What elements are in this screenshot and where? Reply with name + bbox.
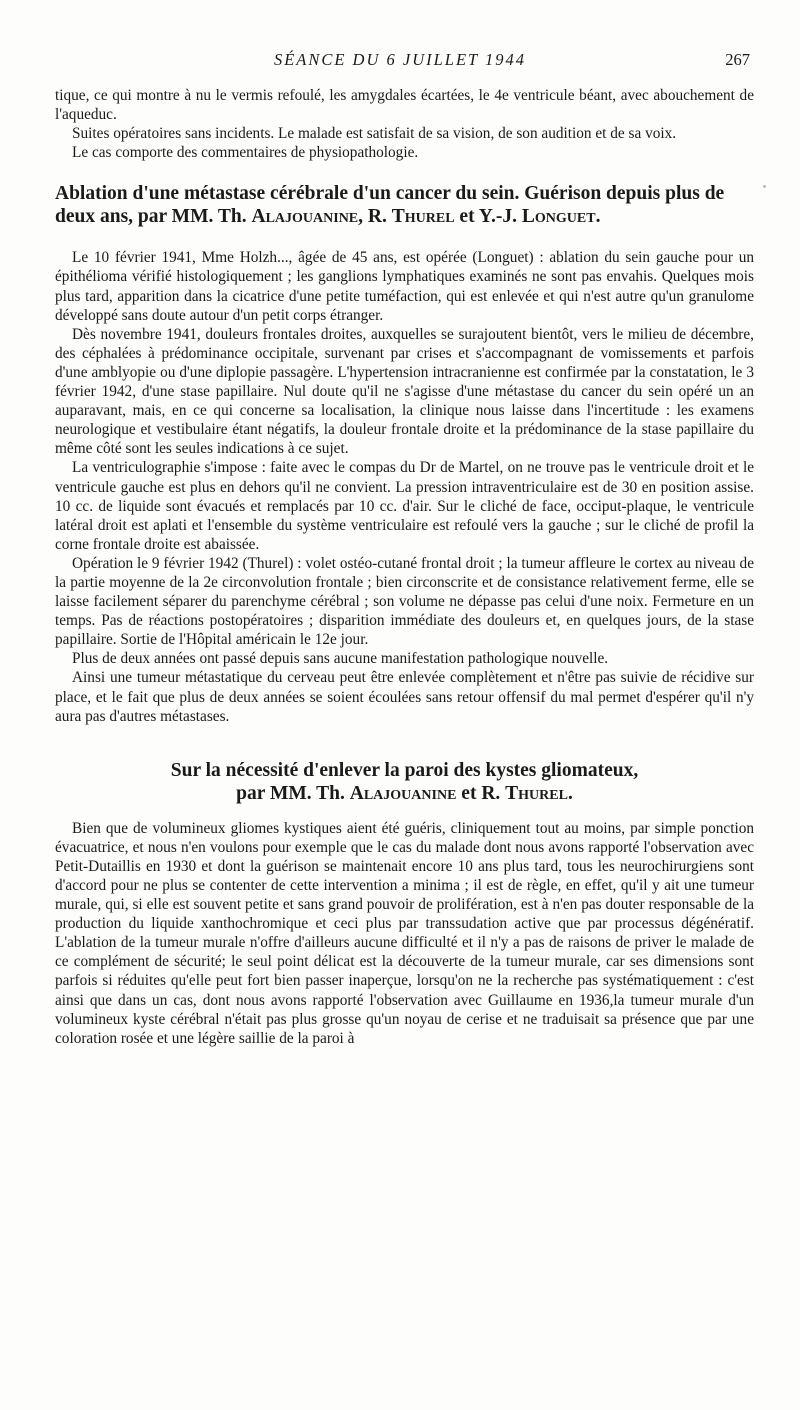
article1-paragraph: Ainsi une tumeur métastatique du cerveau peut être enlevée complètement et n'être pas suivie de récidive sur place, et le fait que plus de deux années se soient écoulées sans retour offensif du mal permet d'espérer qu'il n'y aura pas d'autres métastases. bbox=[55, 669, 754, 725]
article2-title: Sur la nécessité d'enlever la paroi des kystes gliomateux, bbox=[170, 759, 639, 781]
page-body bbox=[55, 86, 754, 1048]
article1-sep: et Y.-J. bbox=[454, 205, 522, 227]
page-number: 267 bbox=[725, 50, 750, 69]
article1-authors-prefix: par MM. Th. bbox=[133, 205, 252, 227]
article2-author: Alajouanine bbox=[349, 782, 457, 804]
article1-author: Alajouanine bbox=[251, 205, 359, 227]
article1-paragraph: Dès novembre 1941, douleurs frontales droites, auxquelles se surajoutent bientôt, vers le milieu de décembre, des céphalées à prédominance occipitale, survenant par crises et s'accompagnant de vomissements et parfois d'une amblyopie ou d'une diplopie passagère. L'hypertension intracranienne est confirmée par la constatation, le 3 février 1942, d'une stase papillaire. Nul doute qu'il ne s'agisse d'une métastase du cancer du sein opéré un an auparavant, mais, en ce qui concerne sa localisation, la clinique nous laisse dans l'incertitude : les examens neurologique et vestibulaire étant négatifs, la douleur frontale droite et la prédominance de la stase papillaire du même côté sont les seules indications à ce sujet. bbox=[55, 325, 754, 458]
intro-paragraph: Suites opératoires sans incidents. Le malade est satisfait de sa vision, de son audition et de sa voix. bbox=[72, 125, 677, 143]
article1-end: . bbox=[595, 205, 601, 227]
continued-paragraph: tique, ce qui montre à nu le vermis refoulé, les amygdales écartées, le 4e ventricule béant, avec abouchement de l'aqueduc. bbox=[55, 87, 754, 124]
article1-paragraph: Le 10 février 1941, Mme Holzh..., âgée de 45 ans, est opérée (Longuet) : ablation du sein gauche pour un épithélioma vérifié histologiquement ; les ganglions lymphatiques examinés ne sont pas envahis. Quelques mois plus tard, apparition dans la cicatrice d'une petite tuméfaction, qui est enlevée et qui n'est autre qu'un granulome développé sans doute autour d'un petit corps étranger. bbox=[55, 249, 754, 324]
article1-paragraph: Opération le 9 février 1942 (Thurel) : volet ostéo-cutané frontal droit ; la tumeur affleure le cortex au niveau de la partie moyenne de la 2e circonvolution frontale ; bien circonscrite et de consistance relativement ferme, elle se laisse facilement séparer du parenchyme cérébral ; son volume ne dépasse pas celui d'une noix. Fermeture en un temps. Pas de réactions postopératoires ; disparition immédiate des douleurs et, en quelques jours, de la stase papillaire. Sortie de l'Hôpital américain le 12e jour. bbox=[55, 554, 754, 649]
article1-heading bbox=[55, 183, 754, 228]
article2-sep: et R. bbox=[456, 782, 506, 804]
article1-title: Ablation d'une métastase cérébrale d'un cancer du sein. Guérison depuis plus de deux ans, bbox=[55, 183, 725, 227]
article2-author: Thurel bbox=[505, 782, 568, 804]
article1-paragraph: La ventriculographie s'impose : faite avec le compas du Dr de Martel, on ne trouve pas le ventricule droit et le ventricule gauche est plus en dehors qu'il ne convient. La pression intraventriculaire est de 30 en position assise. 10 cc. de liquide sont évacués et remplacés par 10 cc. d'air. Sur le cliché de face, occiput-plaque, le ventricule latéral droit est aplati et l'ensemble du système ventriculaire est refoulé vers la gauche ; sur le cliché de profil la corne frontale droite est abaissée. bbox=[55, 459, 754, 553]
speck-mark bbox=[763, 185, 766, 188]
running-head-title: SÉANCE DU 6 JUILLET 1944 bbox=[273, 50, 527, 69]
article2-authors-prefix: par MM. Th. bbox=[236, 782, 350, 804]
article1-author: Thurel bbox=[391, 205, 455, 227]
article1-author: Longuet bbox=[521, 205, 596, 227]
article2-paragraph: Bien que de volumineux gliomes kystiques aient été guéris, cliniquement tout au moins, par simple ponction évacuatrice, et nous n'en voulons pour exemple que le cas du malade dont nous avons rapporté l'observation avec Petit-Dutaillis en 1930 et dont la guérison se maintenait encore 10 ans plus tard, tous les neurochirurgiens sont d'accord pour ne plus se contenter de cette intervention a minima ; il est de règle, en effet, qu'il y ait une tumeur murale, qui, si elle est souvent petite et sans grand pouvoir de prolifération, est à n'en pas douter responsable de la production du liquide xanthochromique et ceci plus par transsudation active que par processus dégénératif. L'ablation de la tumeur murale n'offre d'ailleurs aucune difficulté et il n'y a pas de raisons de priver le malade de ce complément de sécurité; le seul point délicat est la découverte de la tumeur murale, car ses dimensions sont parfois si réduites qu'elle peut fort bien passer inaperçue, lorsqu'on ne la recherche pas systématiquement : c'est ainsi que dans un cas, dont nous avons rapporté l'observation avec Guillaume en 1936,la tumeur murale d'un volumineux kyste cérébral n'était pas plus grosse qu'un noyau de cerise et ne traduisait sa présence que par une coloration rosée et une légère saillie de la paroi à bbox=[55, 819, 754, 1047]
article1-paragraph: Plus de deux années ont passé depuis sans aucune manifestation pathologique nouvelle. bbox=[72, 650, 609, 668]
article2-end: . bbox=[567, 782, 573, 804]
article2-heading bbox=[55, 759, 754, 805]
running-head bbox=[0, 50, 800, 74]
article1-sep: , R. bbox=[358, 205, 392, 227]
intro-paragraph: Le cas comporte des commentaires de physiopathologie. bbox=[72, 144, 419, 162]
